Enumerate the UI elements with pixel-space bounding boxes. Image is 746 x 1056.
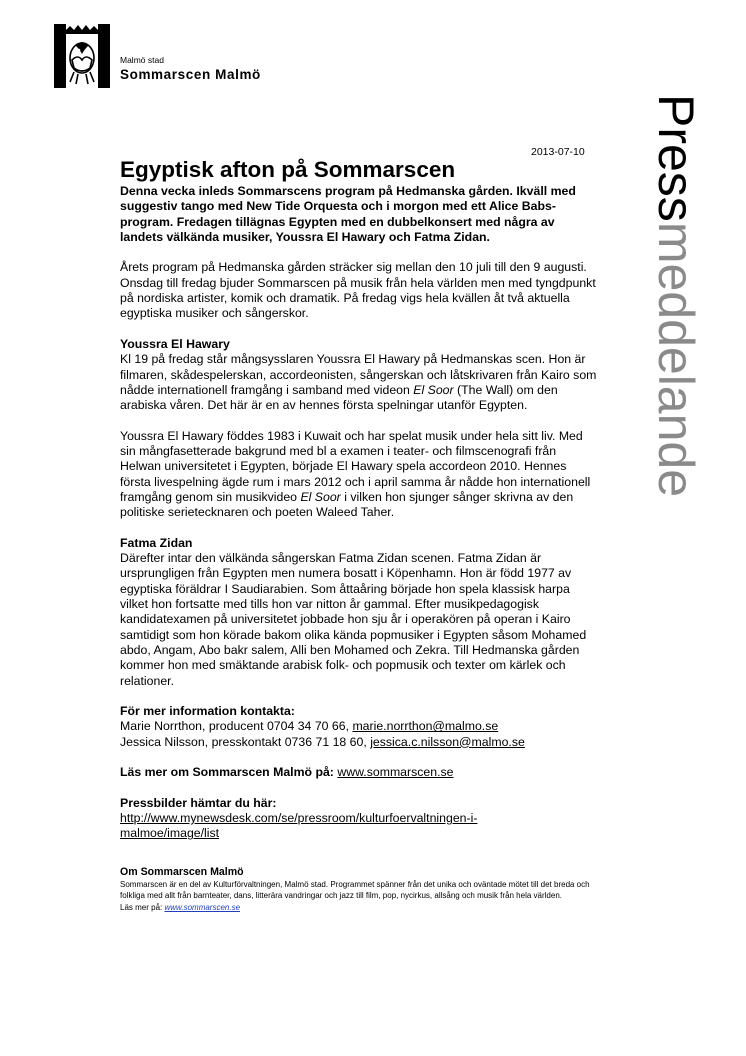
sommarscen-website-link[interactable]: www.sommarscen.se xyxy=(337,765,454,780)
org-subtitle: Malmö stad xyxy=(120,55,164,65)
email-link-jessica[interactable]: jessica.c.nilsson@malmo.se xyxy=(370,734,525,749)
about-read-more: Läs mer på: www.sommarscen.se xyxy=(120,902,241,912)
article-body xyxy=(120,156,600,913)
fatma-heading: Fatma Zidan xyxy=(120,535,193,550)
contact-line-marie: Marie Norrthon, producent 0704 34 70 66, marie.norrthon@malmo.se xyxy=(120,719,499,734)
youssra-paragraph-2: Youssra El Hawary föddes 1983 i Kuwait och har spelat musik under hela sitt liv. Med sin mångfasetterade bakgrund med bl a examen i teater- och filmscenografi från Helwan universitetet i Egypten, började El Hawary spela accordeon 2010. Hennes första livespelning ägde rum i mars 2012 och i april samma år nådde hon internationell framgång genom sin musikvideo El Soor i vilken hon sjunger sånger skrivna av den politiske serietecknaren och poeten Waleed Taher. xyxy=(120,428,591,520)
press-images-heading: Pressbilder hämtar du här: xyxy=(120,795,277,810)
email-link-marie[interactable]: marie.norrthon@malmo.se xyxy=(352,719,499,734)
youssra-heading: Youssra El Hawary xyxy=(120,336,230,351)
lead-paragraph: Denna vecka inleds Sommarscens program på Hedmanska gården. Ikväll med suggestiv tango med New Tide Orquesta och i morgon med ett Alice Babs-program. Fredagen tillägnas Egypten med en dubbelkonsert med några av landets välkända musiker, Youssra El Hawary och Fatma Zidan. xyxy=(120,184,576,244)
intro-paragraph: Årets program på Hedmanska gården sträcker sig mellan den 10 juli till den 9 augusti. Onsdag till fredag bjuder Sommarscen på musik från hela världen men med tyngdpunkt på nordiska artister, komik och dramatik. På fredag vigs hela kvällen åt två aktuella egyptiska musiker och sångerskor. xyxy=(120,260,596,321)
read-more-line: Läs mer om Sommarscen Malmö på: www.sommarscen.se xyxy=(120,765,454,780)
side-title-dark: Press xyxy=(648,94,704,222)
youssra-paragraph-1: Kl 19 på fredag står mångsysslaren Youssra El Hawary på Hedmanskas scen. Hon är filmaren, skådespelerskan, accordeonisten, sångerskan och låtskrivaren från Kairo som nådde internationell framgång i samband med videon El Soor (The Wall) om den arabiska våren. Det här är en av hennes första spelningar utanför Egypten. xyxy=(120,352,597,413)
press-images-link-block xyxy=(120,811,600,842)
fatma-paragraph: Därefter intar den välkända sångerskan Fatma Zidan scenen. Fatma Zidan är ursprungligen från Egypten men numera bosatt i Köpenhamn. Hon är född 1977 av egyptiska föräldrar I Saudiarabien. Som åttaåring började hon spela klassisk harpa vilket hon fortsatte med tills hon var nitton år gammal. Efter musikpedagogisk kandidatexamen på universitetet jobbade hon sju år i operakören på operan i Kairo samtidigt som hon körade bakom olika kända popmusiker i Egypten såsom Mohamed abdo, Angam, Abo bakr salem, Alli ben Mohamed och Zekra. Till Hedmanska gården kommer hon med smäktande arabisk folk- och popmusik och texter om kärlek och relationer. xyxy=(120,551,587,688)
release-date: 2013-07-10 xyxy=(531,146,585,158)
press-images-link-part-2[interactable]: malmoe/image/list xyxy=(120,826,220,841)
side-title-light: meddelande xyxy=(648,221,704,498)
org-name: Sommarscen Malmö xyxy=(120,67,261,82)
about-website-link[interactable]: www.sommarscen.se xyxy=(164,902,241,912)
contact-line-jessica: Jessica Nilsson, presskontakt 0736 71 18 60, jessica.c.nilsson@malmo.se xyxy=(120,734,525,749)
page-title: Egyptisk afton på Sommarscen xyxy=(120,157,456,182)
press-release-side-title xyxy=(636,94,716,534)
about-text: Sommarscen är en del av Kulturförvaltningen, Malmö stad. Programmet spänner från det unika och oväntade mötet till det breda och folkliga med allt från barnteater, dans, litterära vandringar och jazz till film, pop, nycirkus, allsång och musik från hela världen. xyxy=(120,879,590,901)
contact-heading: För mer information kontakta: xyxy=(120,704,295,719)
about-heading: Om Sommarscen Malmö xyxy=(120,865,244,878)
malmo-griffin-crest-icon xyxy=(54,24,110,88)
press-images-link-part-1[interactable]: http://www.mynewsdesk.com/se/pressroom/kulturfoervaltningen-i- xyxy=(120,811,478,826)
